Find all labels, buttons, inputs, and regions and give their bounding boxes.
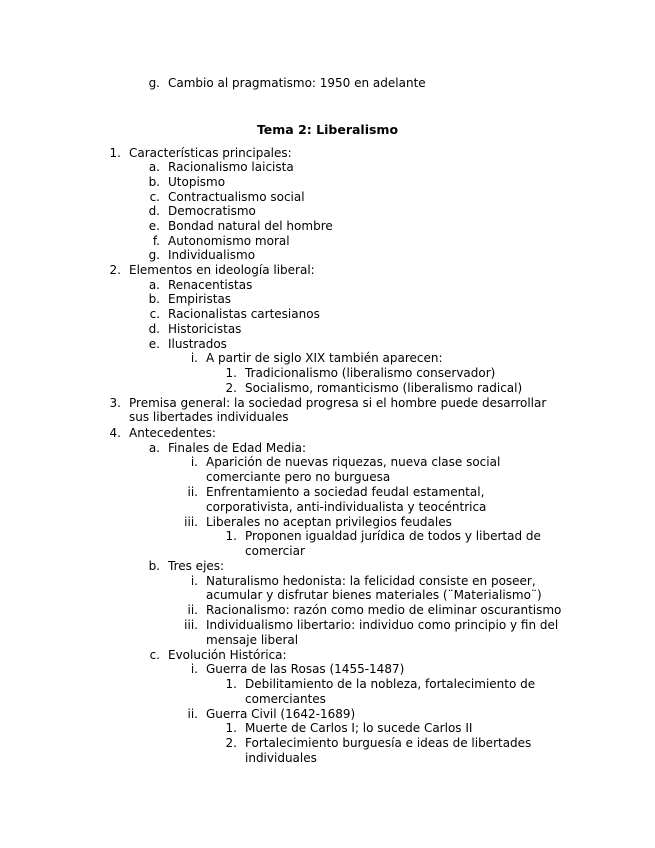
list-marker: a. bbox=[148, 278, 160, 292]
list-marker: f. bbox=[152, 234, 160, 248]
list-marker: 1. bbox=[225, 721, 237, 735]
list-item-text-continued: acumular y disfrutar bienes materiales (¨Materialismo¨) bbox=[206, 588, 542, 602]
list-marker: d. bbox=[148, 204, 160, 218]
list-marker: i. bbox=[190, 574, 198, 588]
list-item-text: Muerte de Carlos I; lo sucede Carlos II bbox=[245, 721, 473, 735]
list-marker: e. bbox=[148, 219, 160, 233]
list-item-text: Finales de Edad Media: bbox=[168, 441, 306, 455]
list-item-text-continued: comerciante pero no burguesa bbox=[206, 470, 391, 484]
list-marker: c. bbox=[149, 190, 160, 204]
list-item-text: Proponen igualdad jurídica de todos y libertad de bbox=[245, 529, 541, 543]
list-marker: i. bbox=[190, 455, 198, 469]
list-item-text: Fortalecimiento burguesía e ideas de libertades bbox=[245, 736, 532, 750]
list-marker: 2. bbox=[225, 736, 237, 750]
list-item-text: Democratismo bbox=[168, 204, 256, 218]
list-item-text: Racionalismo: razón como medio de eliminar oscurantismo bbox=[206, 603, 562, 617]
list-item-text: Individualismo libertario: individuo como principio y fin del bbox=[206, 618, 559, 632]
list-marker: 1. bbox=[225, 529, 237, 543]
list-item-text: Guerra Civil (1642-1689) bbox=[206, 707, 356, 721]
list-marker: 4. bbox=[109, 426, 121, 440]
list-item-text: Debilitamiento de la nobleza, fortalecimiento de bbox=[245, 677, 536, 691]
list-marker: ii. bbox=[187, 707, 198, 721]
list-item-text: Empiristas bbox=[168, 292, 232, 306]
list-marker: iii. bbox=[184, 515, 198, 529]
list-item-text: Liberales no aceptan privilegios feudales bbox=[206, 515, 452, 529]
list-marker: a. bbox=[148, 441, 160, 455]
list-item-text: Socialismo, romanticismo (liberalismo radical) bbox=[245, 381, 523, 395]
list-item-text: Racionalistas cartesianos bbox=[168, 307, 320, 321]
list-marker: b. bbox=[148, 292, 160, 306]
list-marker: g. bbox=[148, 76, 160, 90]
list-item-text: Contractualismo social bbox=[168, 190, 305, 204]
list-item-text: Evolución Histórica: bbox=[168, 648, 287, 662]
list-item-text: Individualismo bbox=[168, 248, 256, 262]
list-item-text: Premisa general: la sociedad progresa si el hombre puede desarrollar bbox=[129, 396, 547, 410]
list-item-text: Renacentistas bbox=[168, 278, 253, 292]
list-item-text: Tres ejes: bbox=[168, 559, 225, 573]
list-marker: c. bbox=[149, 307, 160, 321]
list-item-text-continued: comerciar bbox=[245, 544, 305, 558]
list-marker: iii. bbox=[184, 618, 198, 632]
list-item-text: Antecedentes: bbox=[129, 426, 216, 440]
list-item-text: Guerra de las Rosas (1455-1487) bbox=[206, 662, 405, 676]
list-item-text: Autonomismo moral bbox=[168, 234, 290, 248]
list-item-text: Historicistas bbox=[168, 322, 242, 336]
list-item-text: Enfrentamiento a sociedad feudal estamental, bbox=[206, 485, 485, 499]
list-item-text: A partir de siglo XIX también aparecen: bbox=[206, 351, 443, 365]
list-marker: 2. bbox=[109, 263, 121, 277]
list-marker: b. bbox=[148, 175, 160, 189]
list-item-text: Elementos en ideología liberal: bbox=[129, 263, 315, 277]
list-item-text-continued: sus libertades individuales bbox=[129, 410, 289, 424]
list-marker: d. bbox=[148, 322, 160, 336]
list-marker: b. bbox=[148, 559, 160, 573]
list-marker: ii. bbox=[187, 603, 198, 617]
list-item-text: Aparición de nuevas riquezas, nueva clase social bbox=[206, 455, 501, 469]
list-item-text: Naturalismo hedonista: la felicidad consiste en poseer, bbox=[206, 574, 536, 588]
section-title: Tema 2: Liberalismo bbox=[256, 122, 399, 137]
list-item-text: Bondad natural del hombre bbox=[168, 219, 333, 233]
list-marker: 3. bbox=[109, 396, 121, 410]
list-item-text-continued: mensaje liberal bbox=[206, 633, 299, 647]
list-item-text: Utopismo bbox=[168, 175, 226, 189]
list-marker: 1. bbox=[225, 366, 237, 380]
list-marker: i. bbox=[190, 351, 198, 365]
list-marker: g. bbox=[148, 248, 160, 262]
list-item-text: Tradicionalismo (liberalismo conservador) bbox=[245, 366, 496, 380]
list-marker: c. bbox=[149, 648, 160, 662]
list-item-text: Características principales: bbox=[129, 146, 292, 160]
list-item-text: Racionalismo laicista bbox=[168, 160, 294, 174]
list-marker: 2. bbox=[225, 381, 237, 395]
list-item-text: Ilustrados bbox=[168, 337, 227, 351]
list-item-text-continued: individuales bbox=[245, 751, 317, 765]
list-marker: 1. bbox=[109, 146, 121, 160]
list-item-text-continued: comerciantes bbox=[245, 692, 326, 706]
list-marker: a. bbox=[148, 160, 160, 174]
list-marker: 1. bbox=[225, 677, 237, 691]
list-marker: i. bbox=[190, 662, 198, 676]
list-marker: e. bbox=[148, 337, 160, 351]
list-item-text-continued: corporativista, anti-individualista y teocéntrica bbox=[206, 500, 487, 514]
list-marker: ii. bbox=[187, 485, 198, 499]
list-item-text: Cambio al pragmatismo: 1950 en adelante bbox=[168, 76, 426, 90]
